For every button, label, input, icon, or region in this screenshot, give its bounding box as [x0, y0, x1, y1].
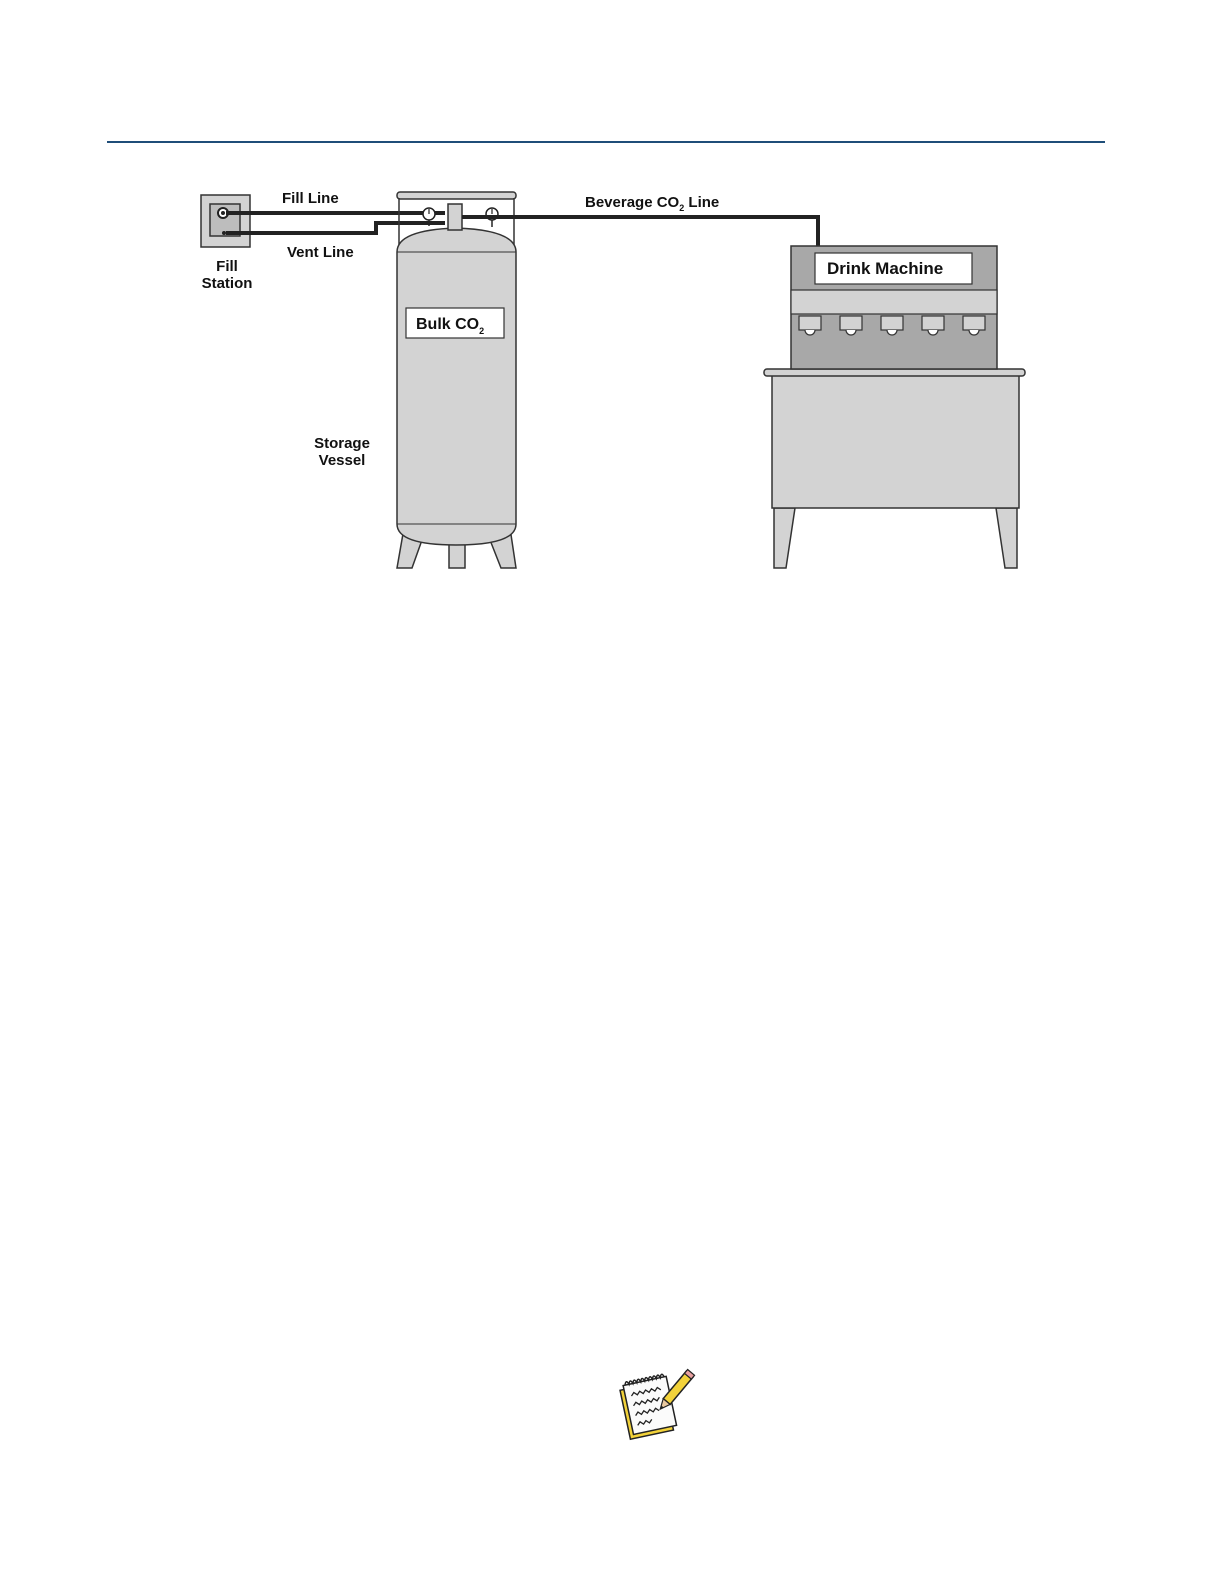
notepad-pencil-icon	[612, 1362, 696, 1446]
vent-line-label: Vent Line	[287, 244, 354, 261]
beverage-co2-line	[462, 217, 818, 246]
fill-line-label: Fill Line	[282, 190, 339, 207]
beverage-co2-line-label: Beverage $CO_2$ Line	[585, 194, 720, 213]
fill-station-label-line1: Fill	[216, 258, 238, 275]
vent-line	[226, 223, 445, 233]
fill-station-label-line2: Station	[201, 275, 253, 292]
bulk-co2-label: Bulk $CO_2$	[416, 316, 485, 336]
fill-station	[201, 195, 250, 247]
vent-connector-icon	[222, 231, 226, 235]
storage-vessel-label-line2: Vessel	[318, 452, 366, 469]
drink-machine-label: Drink Machine	[827, 259, 944, 278]
storage-vessel-label-line1: Storage	[314, 435, 370, 452]
drink-machine	[764, 246, 1025, 568]
co2-system-diagram	[0, 0, 1224, 620]
storage-vessel	[397, 192, 516, 568]
